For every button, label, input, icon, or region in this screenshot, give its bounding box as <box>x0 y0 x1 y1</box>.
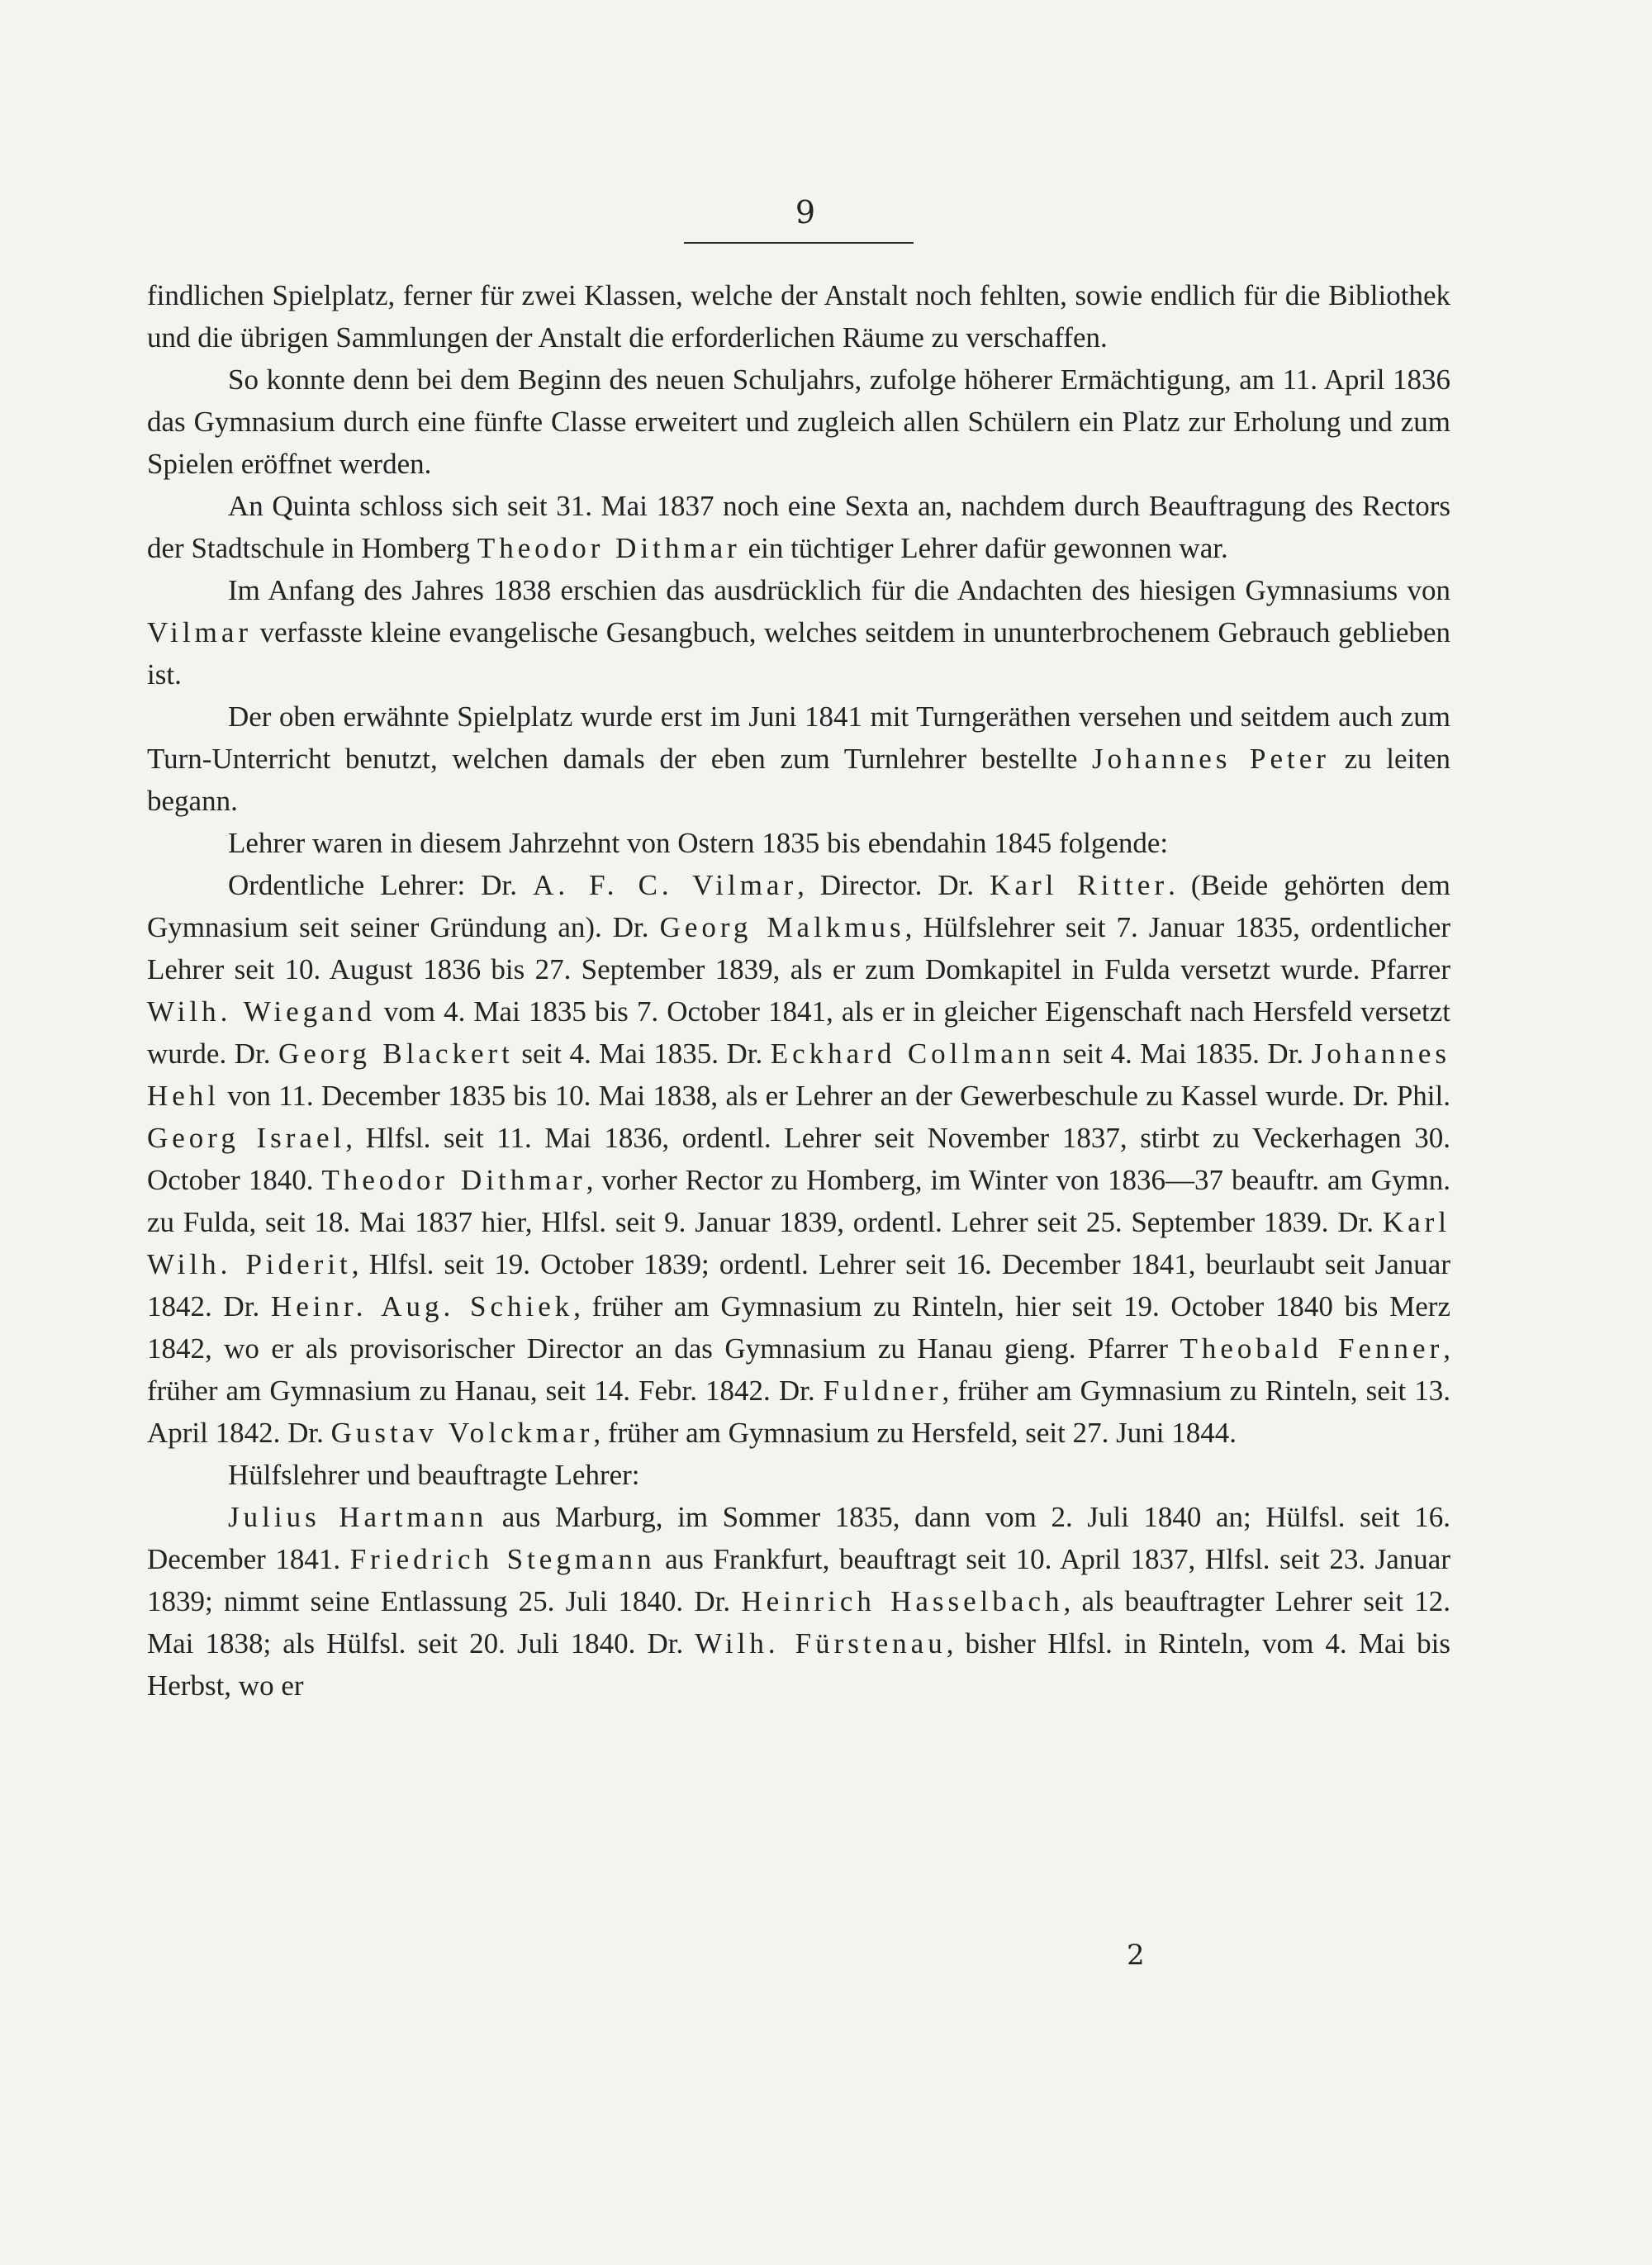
paragraph-6 <box>147 822 1450 864</box>
text-run: , früher am Gymnasium zu Hanau, seit 14. Febr. 1842. Dr. <box>147 1332 1450 1407</box>
paragraph-4 <box>147 569 1450 696</box>
person-name: Georg Israel <box>147 1122 346 1154</box>
paragraph-3 <box>147 485 1450 569</box>
person-name: Georg Blackert <box>278 1038 514 1070</box>
text-run: , Hülfslehrer seit 7. Januar 1835, ordentlicher Lehrer seit 10. August 1836 bis 27. September 1839, als er zum Domkapitel in Fulda versetzt wurde. Pfarrer <box>147 911 1451 985</box>
paragraph-5 <box>147 696 1450 822</box>
text-run: ein tüchtiger Lehrer dafür gewonnen war. <box>740 532 1228 564</box>
text-run: von 11. December 1835 bis 10. Mai 1838, als er Lehrer an der Gewerbeschule zu Kassel wurde. Dr. Phil. <box>220 1080 1450 1112</box>
person-name: Heinr. Aug. Schiek <box>270 1290 574 1322</box>
text-run: Im Anfang des Jahres 1838 erschien das ausdrücklich für die Andachten des hiesigen Gymnasiums von <box>228 574 1450 606</box>
text-run: An Quinta schloss sich seit 31. Mai 1837 noch eine Sexta an, nachdem durch Beauftragung des Rectors der Stadtschule in Homberg <box>147 490 1450 564</box>
text-run: seit 4. Mai 1835. Dr. <box>513 1038 771 1070</box>
paragraph-9 <box>147 1496 1450 1707</box>
text-run: , vorher Rector zu Homberg, im Winter von 1836—37 beauftr. am Gymn. zu Fulda, seit 18. Mai 1837 hier, Hlfsl. seit 9. Januar 1839, ordentl. Lehrer seit 25. September 1839. Dr. <box>147 1164 1450 1238</box>
text-run: , bisher Hlfsl. in Rinteln, vom 4. Mai bis Herbst, wo er <box>147 1627 1450 1702</box>
person-name: Johannes Peter <box>1092 743 1330 775</box>
person-name: Theodor Dithmar <box>477 532 741 564</box>
text-run: verfasste kleine evangelische Gesangbuch, welches seitdem in ununterbrochenem Gebrauch geblieben ist. <box>147 616 1450 691</box>
page-number: 9 <box>795 194 816 230</box>
text-run: Lehrer waren in diesem Jahrzehnt von Ostern 1835 bis ebendahin 1845 folgende: <box>228 827 1169 859</box>
text-run: Hülfslehrer und beauftragte Lehrer: <box>228 1459 640 1491</box>
text-run: findlichen Spielplatz, ferner für zwei Klassen, welche der Anstalt noch fehlten, sowie endlich für die Bibliothek und die übrigen Sammlungen der Anstalt die erforderlichen Räume zu verschaffen. <box>147 279 1450 354</box>
person-name: Karl Ritter <box>990 869 1169 901</box>
text-run: zu leiten begann. <box>147 743 1450 817</box>
person-name: Heinrich Hasselbach <box>741 1585 1064 1617</box>
text-run: , früher am Gymnasium zu Rinteln, seit 13. April 1842. Dr. <box>147 1375 1450 1449</box>
person-name: Wilh. Fürstenau <box>695 1627 947 1660</box>
text-run: , Hlfsl. seit 11. Mai 1836, ordentl. Lehrer seit November 1837, stirbt zu Veckerhagen 30. October 1840. <box>147 1122 1450 1196</box>
text-run: , früher am Gymnasium zu Hersfeld, seit 27. Juni 1844. <box>593 1417 1237 1449</box>
paragraph-7 <box>147 864 1450 1454</box>
person-name: Johannes Hehl <box>147 1038 1451 1112</box>
person-name: Gustav Volckmar <box>330 1417 594 1449</box>
header-rule <box>684 242 914 244</box>
paragraph-8 <box>147 1454 1450 1496</box>
text-run: , als beauftragter Lehrer seit 12. Mai 1838; als Hülfsl. seit 20. Juli 1840. Dr. <box>147 1585 1450 1660</box>
text-run: vom 4. Mai 1835 bis 7. October 1841, als er in gleicher Eigenschaft nach Hersfeld versetzt wurde. Dr. <box>147 995 1450 1070</box>
person-name: Theodor Dithmar <box>321 1164 586 1196</box>
person-name: A. F. C. Vilmar <box>533 869 798 901</box>
signature-mark: 2 <box>1127 1939 1145 1972</box>
person-name: Theobald Fenner <box>1180 1332 1444 1365</box>
text-run: , früher am Gymnasium zu Rinteln, hier seit 19. October 1840 bis Merz 1842, wo er als provisorischer Director an das Gymnasium zu Hanau gieng. Pfarrer <box>147 1290 1450 1365</box>
text-run: So konnte denn bei dem Beginn des neuen Schuljahrs, zufolge höherer Ermächtigung, am 11. April 1836 das Gymnasium durch eine fünfte Classe erweitert und zugleich allen Schülern ein Platz zur Erholung und zum Spielen eröffnet werden. <box>147 363 1450 480</box>
person-name: Fuldner <box>823 1375 942 1407</box>
text-run: , Hlfsl. seit 19. October 1839; ordentl. Lehrer seit 16. December 1841, beurlaubt seit Januar 1842. Dr. <box>147 1248 1451 1322</box>
paragraph-2 <box>147 359 1450 485</box>
person-name: Wilh. Wiegand <box>147 995 376 1028</box>
text-run: , Director. Dr. <box>797 869 990 901</box>
person-name: Friedrich Stegmann <box>349 1543 656 1575</box>
person-name: Karl Wilh. Piderit <box>147 1206 1450 1280</box>
text-run: aus Frankfurt, beauftragt seit 10. April 1837, Hlfsl. seit 23. Januar 1839; nimmt seine Entlassung 25. Juli 1840. Dr. <box>147 1543 1450 1617</box>
text-run: . (Beide gehörten dem Gymnasium seit seiner Gründung an). Dr. <box>147 869 1450 943</box>
text-run: Der oben erwähnte Spielplatz wurde erst im Juni 1841 mit Turngeräthen versehen und seitdem auch zum Turn-Unterricht benutzt, welchen damals der eben zum Turnlehrer bestellte <box>147 700 1450 775</box>
body-text <box>147 274 1450 1707</box>
person-name: Eckhard Collmann <box>770 1038 1055 1070</box>
person-name: Vilmar <box>147 616 253 648</box>
paragraph-1 <box>147 274 1450 359</box>
text-run: Ordentliche Lehrer: Dr. <box>228 869 534 901</box>
person-name: Georg Malkmus <box>659 911 905 943</box>
text-run: aus Marburg, im Sommer 1835, dann vom 2. Juli 1840 an; Hülfsl. seit 16. December 1841. <box>147 1501 1451 1575</box>
text-run: seit 4. Mai 1835. Dr. <box>1054 1038 1312 1070</box>
person-name: Julius Hartmann <box>228 1501 488 1533</box>
